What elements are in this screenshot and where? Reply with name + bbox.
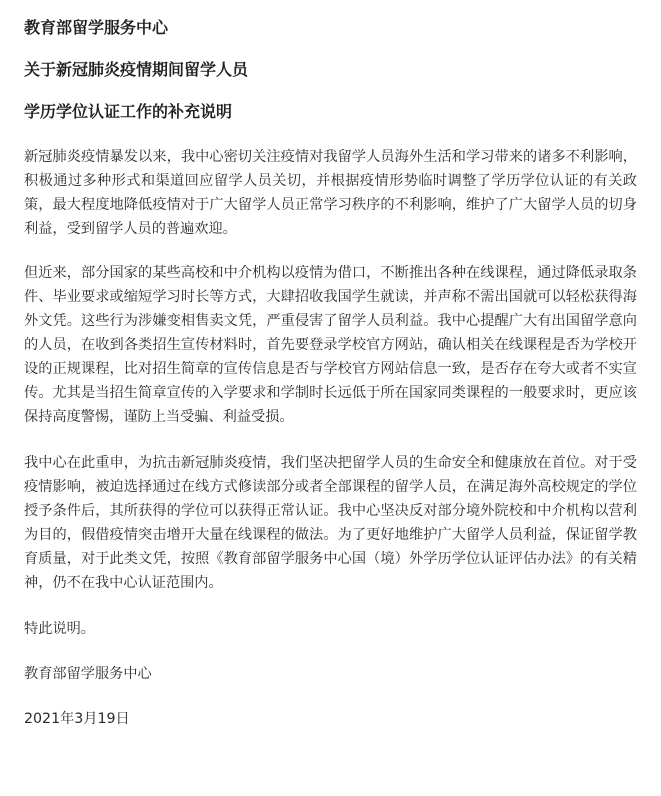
issue-date: 2021年3月19日 bbox=[24, 711, 130, 727]
body-paragraph-1: 新冠肺炎疫情暴发以来，我中心密切关注疫情对我留学人员海外生活和学习带来的诸多不利影响，积极通过多种形式和渠道回应留学人员关切，并根据疫情形势临时调整了学历学位认证的有关政策，最大程度地降低疫情对于广大留学人员正常学习秩序的不利影响，维护了广大留学人员的切身利益，受到留学人员的普遍欢迎。 bbox=[24, 149, 637, 237]
closing-remark: 特此说明。 bbox=[24, 621, 95, 637]
document-title-line-2: 学历学位认证工作的补充说明 bbox=[24, 102, 233, 121]
org-title: 教育部留学服务中心 bbox=[24, 18, 169, 37]
document-title-line-1: 关于新冠肺炎疫情期间留学人员 bbox=[24, 60, 249, 79]
signature: 教育部留学服务中心 bbox=[24, 666, 152, 682]
body-paragraph-3: 我中心在此重申，为抗击新冠肺炎疫情，我们坚决把留学人员的生命安全和健康放在首位。对于受疫情影响，被迫选择通过在线方式修读部分或者全部课程的留学人员，在满足海外高校规定的学位授予条件后，其所获得的学位可以获得正常认证。我中心坚决反对部分境外院校和中介机构以营利为目的，假借疫情突击增开大量在线课程的做法。为了更好地维护广大留学人员利益，保证留学教育质量，对于此类文凭，按照《教育部留学服务中心国（境）外学历学位认证评估办法》的有关精神，仍不在我中心认证范围内。 bbox=[24, 455, 637, 591]
body-paragraph-2: 但近来，部分国家的某些高校和中介机构以疫情为借口，不断推出各种在线课程，通过降低录取条件、毕业要求或缩短学习时长等方式，大肆招收我国学生就读，并声称不需出国就可以轻松获得海外文凭。这些行为涉嫌变相售卖文凭，严重侵害了留学人员利益。我中心提醒广大有出国留学意向的人员，在收到各类招生宣传材料时，首先要登录学校官方网站，确认相关在线课程是否为学校开设的正规课程，比对招生简章的宣传信息是否与学校官方网站信息一致，是否存在夸大或者不实宣传。尤其是当招生简章宣传的入学要求和学制时长远低于所在国家同类课程的一般要求时，更应该保持高度警惕，谨防上当受骗、利益受损。 bbox=[24, 265, 637, 425]
